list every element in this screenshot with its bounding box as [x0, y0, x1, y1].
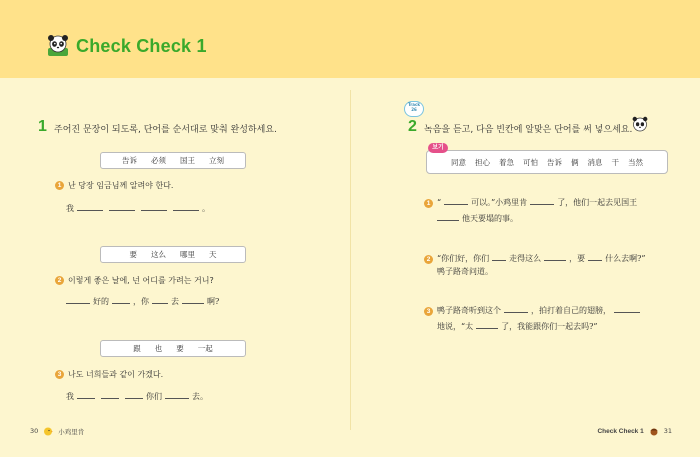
panda-face-icon	[632, 116, 648, 132]
example-word: 可怕	[523, 157, 538, 167]
page-title: Check Check 1	[76, 35, 207, 56]
listening-item-3-line-2	[437, 319, 597, 332]
page-number-left: 30	[30, 427, 39, 435]
answer-blank[interactable]	[112, 294, 130, 304]
answer-text: 去。	[192, 392, 208, 401]
item-number-badge: 2	[424, 255, 433, 264]
answer-blank[interactable]	[588, 251, 602, 261]
word-bank-item: 也	[154, 344, 163, 353]
example-word: 告诉	[547, 157, 562, 167]
section-label: Check Check 1	[597, 427, 644, 435]
title-block	[46, 34, 207, 58]
example-word: 着急	[499, 157, 514, 167]
listening-text: 鸭子路奇听到这个	[437, 306, 501, 315]
answer-blank[interactable]	[182, 294, 204, 304]
item-3-answer-line	[66, 389, 208, 402]
book-title: 小鸡里肯	[58, 427, 85, 436]
listening-text: 什么去啊?”	[605, 254, 646, 263]
word-bank-item: 国王	[180, 156, 195, 165]
answer-blank[interactable]	[544, 251, 566, 261]
item-number-badge: 1	[424, 199, 433, 208]
word-bank-item: 这么	[151, 250, 166, 259]
answer-text: 。	[202, 204, 210, 213]
example-word: 消息	[587, 157, 603, 167]
answer-blank[interactable]	[530, 195, 554, 205]
listening-item-2-line-2	[437, 266, 493, 277]
listening-item-1-line-2	[437, 211, 518, 224]
answer-blank[interactable]	[77, 201, 103, 211]
item-number-badge: 1	[55, 181, 64, 190]
answer-blank[interactable]	[614, 303, 640, 313]
item-number-badge: 2	[55, 276, 64, 285]
word-bank-item: 立刻	[209, 156, 224, 165]
page-number-right: 31	[663, 427, 672, 435]
word-bank-item: 跟	[133, 344, 141, 353]
item-2-answer-line	[66, 294, 219, 307]
answer-blank[interactable]	[77, 389, 95, 399]
answer-text: 啊?	[207, 297, 220, 306]
listening-text: 地说，“太	[437, 322, 474, 331]
listening-item-3-line-1	[424, 303, 643, 316]
word-bank-item: 哪里	[180, 250, 195, 259]
acorn-icon	[649, 426, 659, 436]
word-bank-item: 告诉	[122, 156, 137, 165]
footer-left	[30, 426, 84, 436]
listening-text: 了，我能跟你们一起去吗?”	[501, 322, 598, 331]
answer-blank[interactable]	[173, 201, 199, 211]
item-number-badge: 3	[424, 307, 433, 316]
track-badge[interactable]	[404, 101, 424, 117]
listening-text: 走得这么	[509, 254, 542, 263]
korean-sentence: 난 당장 임금님께 알려야 한다.	[68, 181, 174, 190]
listening-text: “你们好，你们	[437, 254, 490, 263]
example-word: 当然	[628, 157, 643, 167]
answer-text: ，你	[133, 297, 149, 306]
answer-blank[interactable]	[125, 389, 143, 399]
answer-blank[interactable]	[476, 319, 498, 329]
answer-text: 我	[66, 204, 74, 213]
question-1-number: 1	[38, 118, 47, 135]
word-bank-item: 要	[176, 344, 184, 353]
answer-blank[interactable]	[504, 303, 528, 313]
listening-text: ，要	[569, 254, 586, 263]
word-bank-3	[100, 340, 246, 357]
answer-text: 去	[171, 297, 179, 306]
listening-item-1-line-1	[424, 195, 637, 208]
word-bank-item: 要	[129, 250, 137, 259]
question-2-number: 2	[408, 118, 417, 135]
listening-item-2-line-1	[424, 251, 645, 264]
word-bank-item: 一起	[197, 344, 213, 353]
item-1-answer-line	[66, 201, 210, 214]
chick-icon	[43, 426, 53, 436]
example-tag: 보기	[428, 143, 448, 153]
listening-text: 鸭子路奇问道。	[437, 267, 493, 276]
answer-blank[interactable]	[66, 294, 90, 304]
answer-text: 好的	[93, 297, 109, 306]
track-label: Track	[408, 102, 420, 107]
track-number: 26	[411, 107, 417, 112]
korean-sentence: 나도 너희들과 같이 가겠다.	[68, 370, 164, 379]
listening-text: ，拍打着自己的翅膀，	[531, 306, 611, 315]
answer-blank[interactable]	[437, 211, 459, 221]
question-1-instruction: 주어진 문장이 되도록, 단어를 순서대로 맞춰 완성하세요.	[54, 125, 277, 135]
answer-blank[interactable]	[101, 389, 119, 399]
word-bank-item: 必须	[151, 156, 166, 165]
answer-blank[interactable]	[141, 201, 167, 211]
answer-blank[interactable]	[165, 389, 189, 399]
listening-text: “	[437, 198, 442, 207]
answer-blank[interactable]	[444, 195, 468, 205]
answer-blank[interactable]	[152, 294, 168, 304]
item-1-prompt	[55, 180, 173, 191]
example-word: 担心	[475, 157, 490, 167]
example-word: 同意	[451, 157, 466, 167]
answer-text: 你们	[146, 392, 162, 401]
answer-blank[interactable]	[492, 251, 506, 261]
example-word: 干	[611, 157, 619, 167]
answer-blank[interactable]	[109, 201, 135, 211]
question-2-instruction: 녹음을 듣고, 다음 빈칸에 알맞은 단어를 써 넣으세요.	[424, 125, 633, 135]
footer-right	[597, 426, 672, 436]
example-word-box	[426, 150, 668, 174]
listening-text: 了，他们一起去见国王	[557, 198, 638, 207]
answer-text: 我	[66, 392, 74, 401]
listening-text: 可以。”小鸡里肯	[471, 198, 528, 207]
header-scallop-edge	[0, 66, 700, 90]
word-bank-2	[100, 246, 246, 263]
item-number-badge: 3	[55, 370, 64, 379]
item-3-prompt	[55, 369, 163, 380]
page-divider	[350, 90, 351, 430]
word-bank-1	[100, 152, 246, 169]
word-bank-item: 天	[209, 250, 217, 259]
listening-text: 他天要塌的事。	[462, 214, 518, 223]
korean-sentence: 이렇게 좋은 날에, 넌 어디를 가려는 거니?	[68, 276, 214, 285]
item-2-prompt	[55, 275, 214, 286]
panda-icon	[46, 34, 70, 58]
example-word: 俩	[571, 157, 579, 167]
